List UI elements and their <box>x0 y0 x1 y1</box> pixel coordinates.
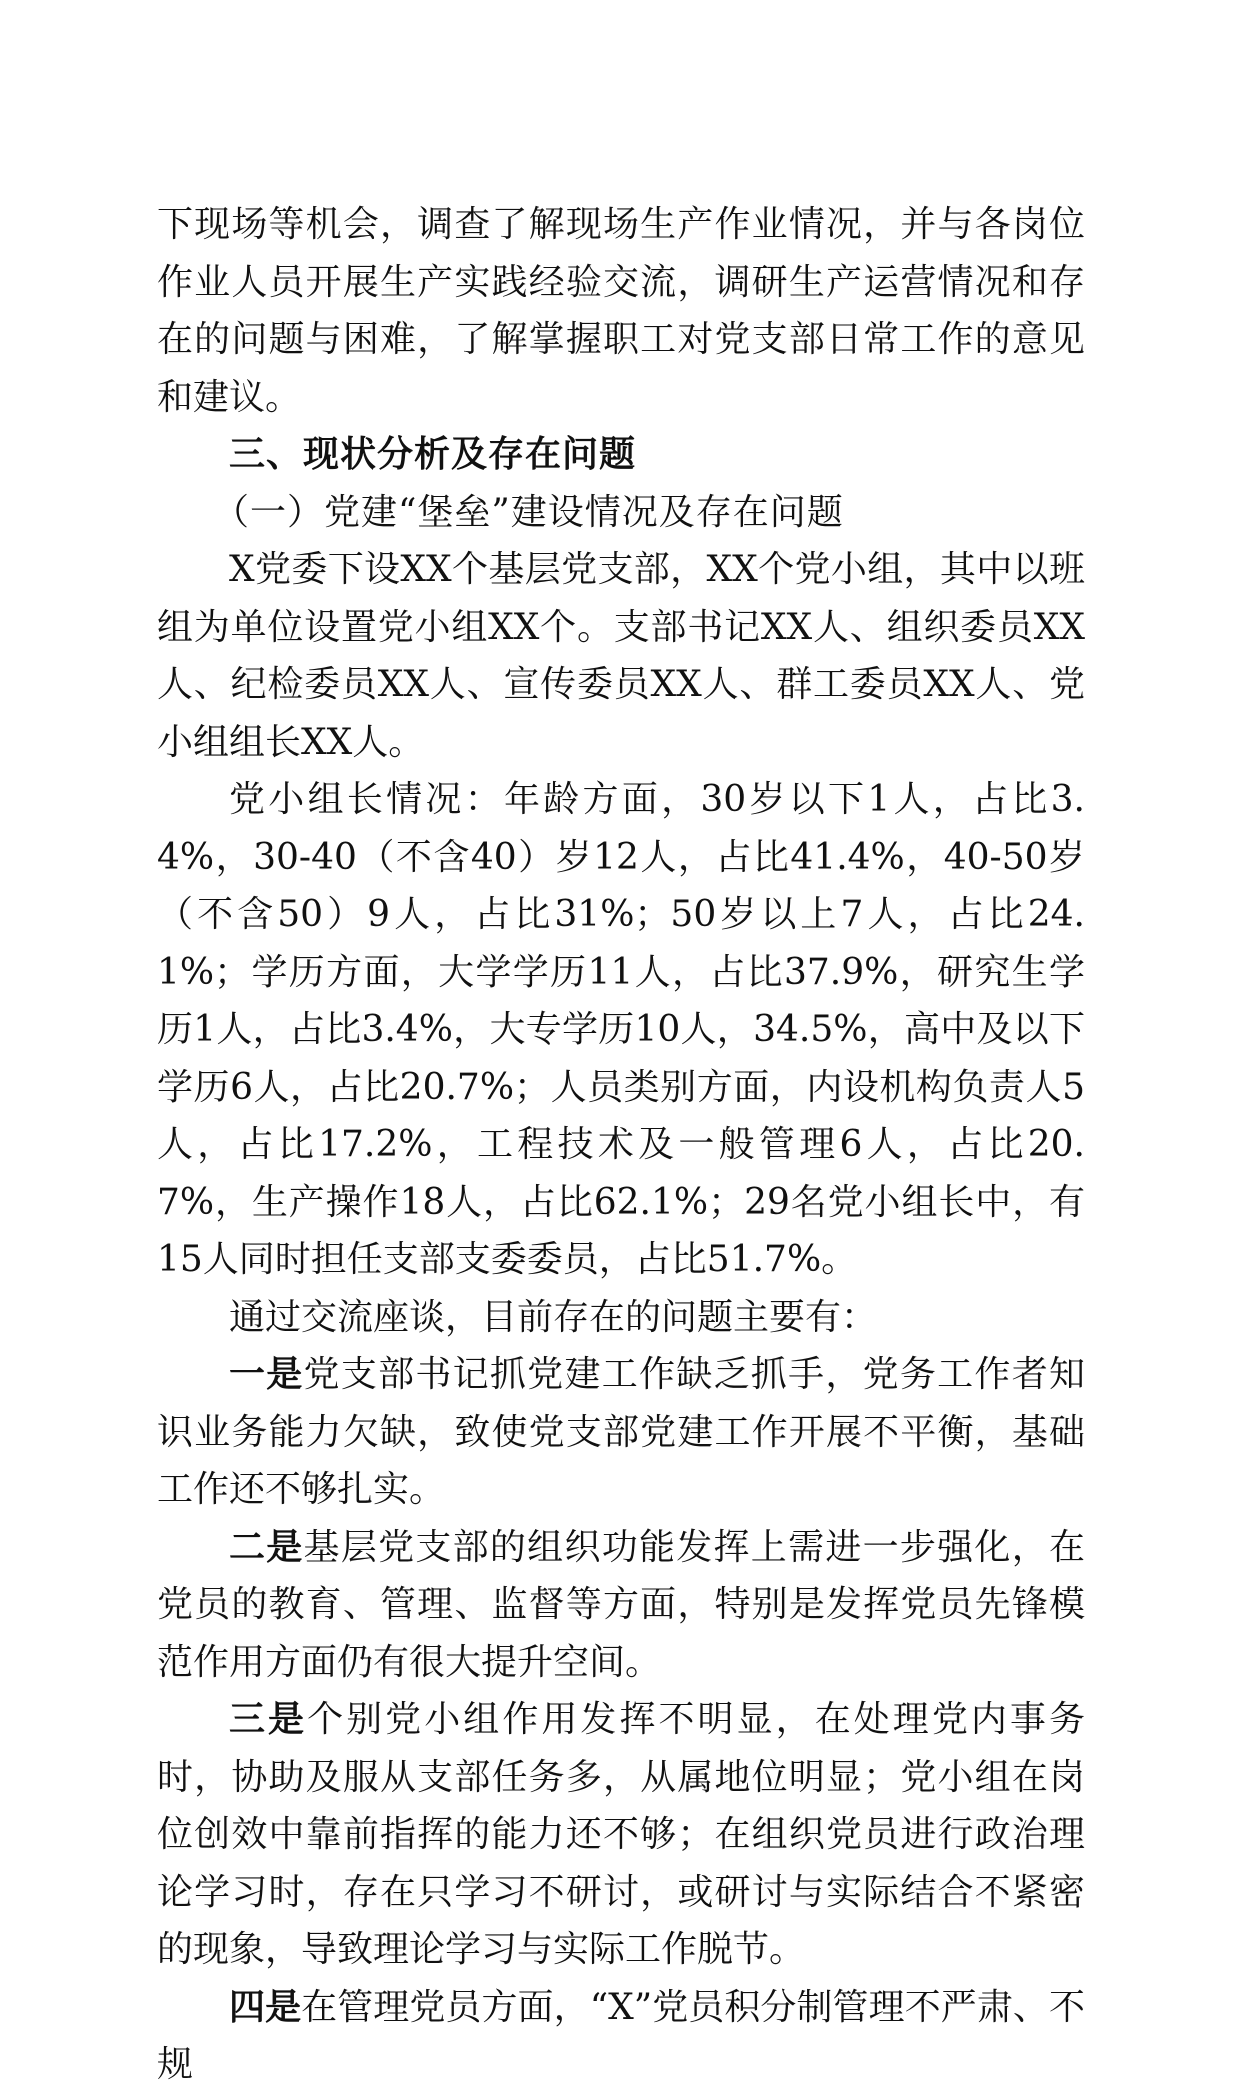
issue-paragraph-3 <box>157 1691 1085 1979</box>
continued-paragraph: 下现场等机会，调查了解现场生产作业情况，并与各岗位作业人员开展生产实践经验交流，调研生产运营情况和存在的问题与困难，了解掌握职工对党支部日常工作的意见和建议。 <box>157 204 1085 418</box>
issue-text-4: 在管理党员方面，“X”党员积分制管理不严肃、不规 <box>157 1986 1085 2085</box>
issue-lead-2: 二是 <box>229 1526 304 1568</box>
subsection-heading: （一）党建“堡垒”建设情况及存在问题 <box>213 491 844 533</box>
document-body <box>157 196 1085 2094</box>
group-leaders-paragraph: 党小组长情况：年龄方面，30岁以下1人，占比3.4%，30-40（不含40）岁12人，占比41.4%，40-50岁（不含50）9人，占比31%；50岁以上7人，占比24.1%；学历方面，大学学历11人，占比37.9%，研究生学历1人，占比3.4%，大专学历10人，34.5%，高中及以下学历6人，占比20.7%；人员类别方面，内设机构负责人5人，占比17.2%，工程技术及一般管理6人，占比20.7%，生产操作18人，占比62.1%；29名党小组长中，有15人同时担任支部支委委员，占比51.7%。 <box>157 779 1085 1280</box>
issue-paragraph-2 <box>157 1519 1085 1692</box>
issue-lead-3: 三是 <box>229 1699 308 1740</box>
section-heading: 三、现状分析及存在问题 <box>229 434 637 475</box>
issue-paragraph-1 <box>157 1346 1085 1519</box>
issue-lead-4: 四是 <box>229 1986 302 2028</box>
issue-text-1: 党支部书记抓党建工作缺乏抓手，党务工作者知识业务能力欠缺，致使党支部党建工作开展不平衡，基础工作还不够扎实。 <box>157 1354 1085 1510</box>
issues-intro-paragraph: 通过交流座谈，目前存在的问题主要有： <box>229 1296 878 1338</box>
issue-text-3: 个别党小组作用发挥不明显，在处理党内事务时，协助及服从支部任务多，从属地位明显；党小组在岗位创效中靠前指挥的能力还不够；在组织党员进行政治理论学习时，存在只学习不研讨，或研讨与实际结合不紧密的现象，导致理论学习与实际工作脱节。 <box>157 1699 1085 1970</box>
issue-lead-1: 一是 <box>229 1354 304 1395</box>
issue-text-2: 基层党支部的组织功能发挥上需进一步强化，在党员的教育、管理、监督等方面，特别是发挥党员先锋模范作用方面仍有很大提升空间。 <box>157 1526 1085 1683</box>
structure-paragraph: X党委下设XX个基层党支部，XX个党小组，其中以班组为单位设置党小组XX个。支部书记XX人、组织委员XX人、纪检委员XX人、宣传委员XX人、群工委员XX人、党小组组长XX人。 <box>157 549 1085 763</box>
issue-paragraph-4 <box>157 1979 1085 2094</box>
